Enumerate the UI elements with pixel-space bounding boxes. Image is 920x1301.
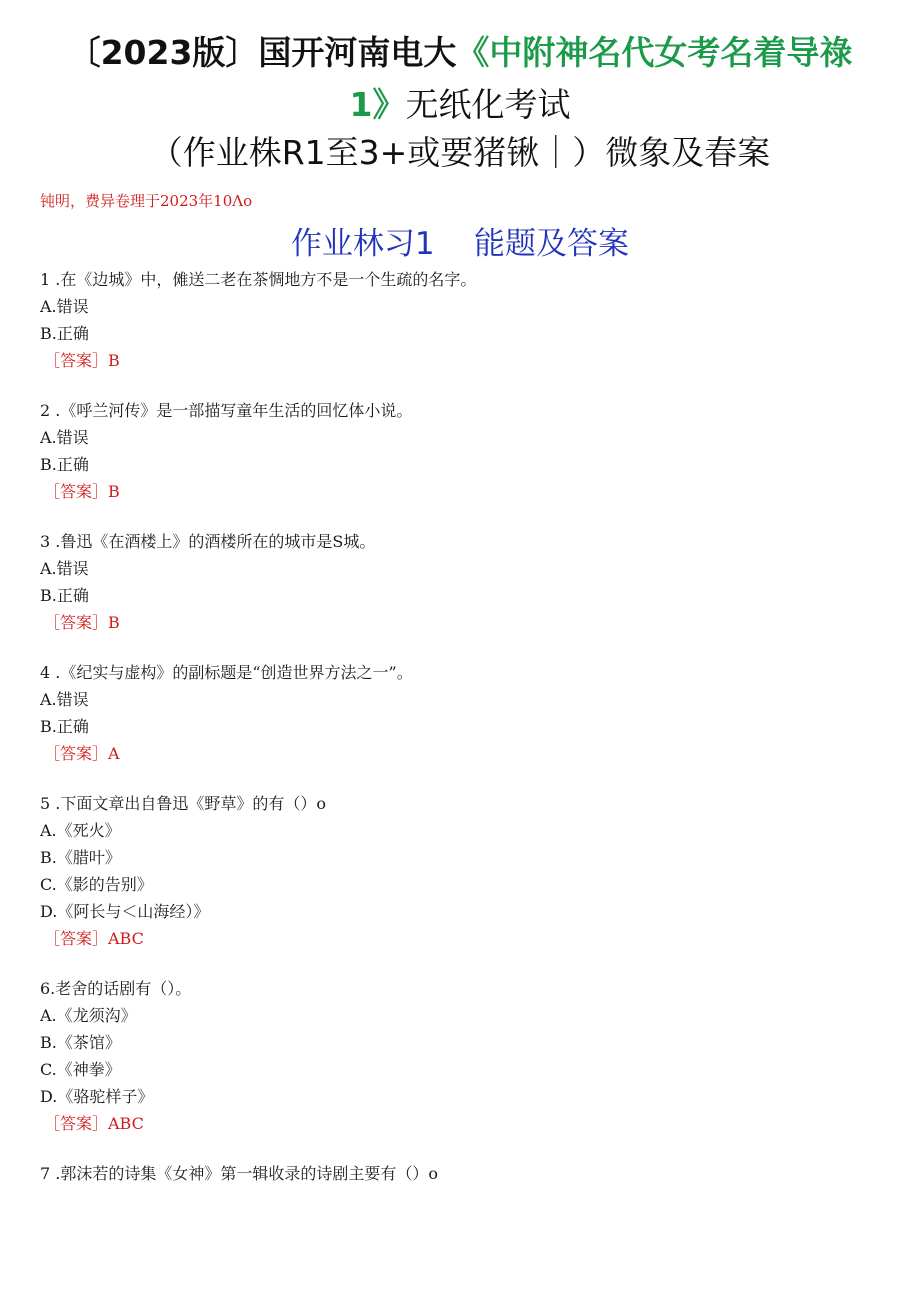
question-option: B.《腊叶》	[40, 848, 121, 867]
title-line-1-course: 《中附神名代女考名着导祿	[456, 33, 853, 72]
question-stem: 4 .《纪实与虚构》的副标题是“创造世界方法之一”。	[40, 663, 413, 682]
question-option: D.《阿长与＜山海经）》	[40, 902, 210, 921]
question-answer: ［答案］B	[44, 482, 120, 501]
question-answer: ［答案］A	[44, 744, 120, 763]
question-option: A.错误	[40, 297, 89, 316]
question-option: B.正确	[40, 586, 89, 605]
question-option: D.《骆驼样子》	[40, 1087, 154, 1106]
question-option: A.错误	[40, 428, 89, 447]
question-stem: 5 .下面文章出自鲁迅《野草》的有（）o	[40, 794, 326, 813]
question-stem: 6.老舍的话剧有（）。	[40, 979, 192, 998]
title-line-1-prefix: 〔2023版〕国开河南电大	[67, 33, 457, 72]
title-line-1	[0, 33, 920, 72]
question-4	[40, 659, 880, 767]
question-6	[40, 975, 880, 1137]
section-title: 作业林习1 能题及答案	[290, 226, 630, 262]
question-1	[40, 266, 880, 374]
question-option: B.正确	[40, 455, 89, 474]
title-line-2-course-end: 1》	[349, 85, 406, 124]
question-list	[40, 266, 880, 1210]
question-answer: ［答案］ABC	[44, 929, 144, 948]
title-line-2	[0, 85, 920, 124]
question-option: A.错误	[40, 690, 89, 709]
question-5	[40, 790, 880, 952]
title-line-3: （作业株R1至3+或要猪锹｜）微象及春案	[149, 133, 771, 172]
question-option: A.《龙须沟》	[40, 1006, 137, 1025]
question-option: B.《茶馆》	[40, 1033, 121, 1052]
question-option: C.《神拳》	[40, 1060, 121, 1079]
question-option: A.错误	[40, 559, 89, 578]
question-answer: ［答案］B	[44, 613, 120, 632]
question-stem: 1 .在《边城》中，傩送二老在茶惆地方不是一个生疏的名字。	[40, 270, 477, 289]
question-option: B.正确	[40, 324, 89, 343]
question-3	[40, 528, 880, 636]
question-answer: ［答案］B	[44, 351, 120, 370]
question-2	[40, 397, 880, 505]
question-stem: 3 .鲁迅《在酒楼上》的酒楼所在的城市是S城。	[40, 532, 376, 551]
question-7	[40, 1160, 880, 1187]
question-option: C.《影的告别》	[40, 875, 153, 894]
question-stem: 2 .《呼兰河传》是一部描写童年生活的回忆体小说。	[40, 401, 413, 420]
edition-note: 钝明，费异卷理于2023年10Λo	[40, 192, 253, 210]
title-line-2-text: 无纸化考试	[405, 85, 571, 124]
question-option: B.正确	[40, 717, 89, 736]
question-answer: ［答案］ABC	[44, 1114, 144, 1133]
question-stem: 7 .郭沫若的诗集《女神》第一辑收录的诗剧主要有（）o	[40, 1164, 438, 1183]
question-option: A.《死火》	[40, 821, 121, 840]
